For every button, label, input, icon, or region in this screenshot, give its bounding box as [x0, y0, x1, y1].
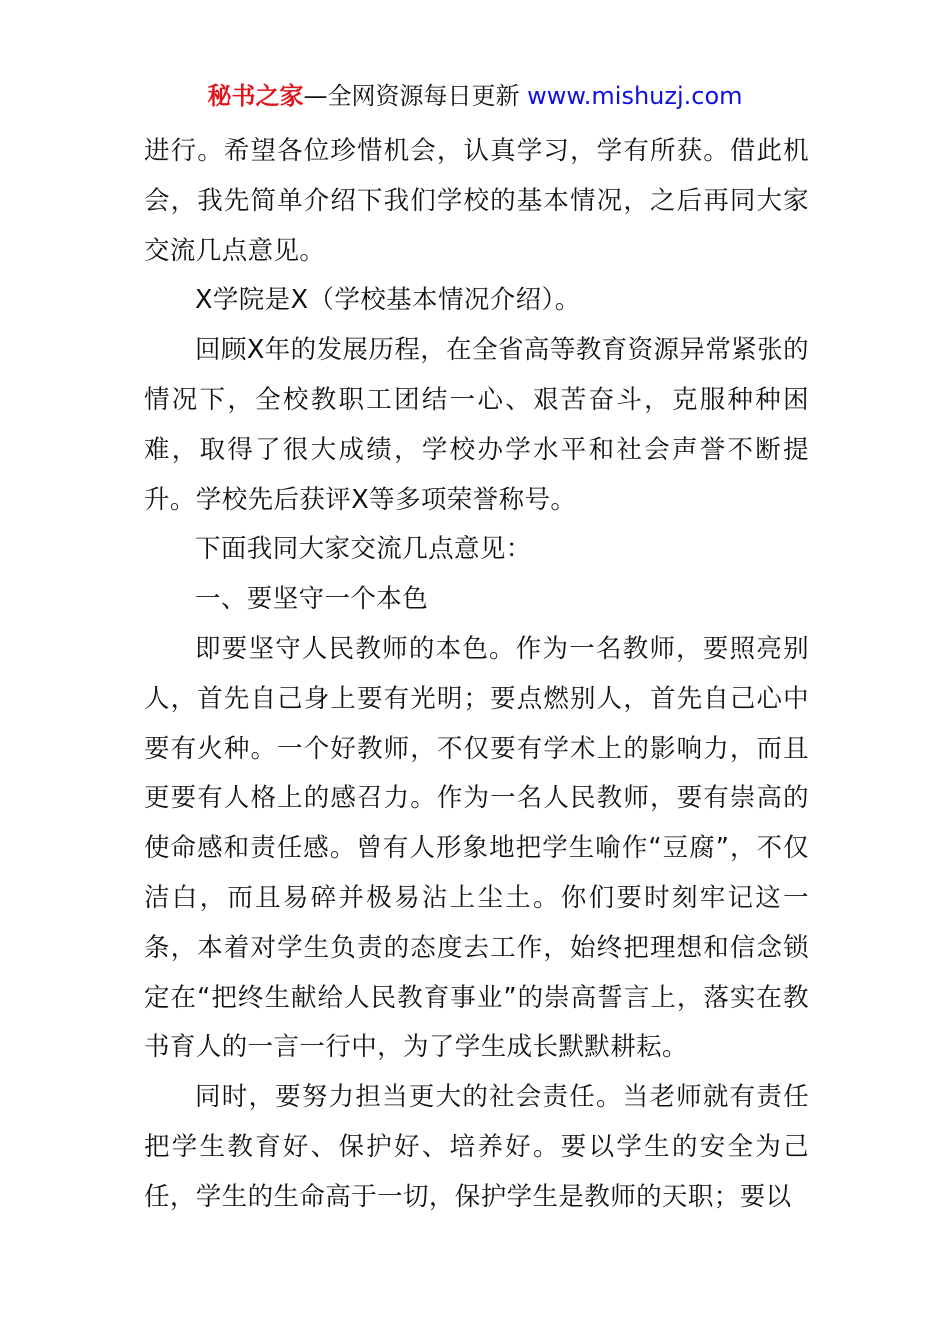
paragraph: 即要坚守人民教师的本色。作为一名教师，要照亮别人，首先自己身上要有光明；要点燃别人，首先自己心中要有火种。一个好教师，不仅要有学术上的影响力，而且更要有人格上的感召力。作为一名人民教师，要有崇高的使命感和责任感。曾有人形象地把学生喻作“豆腐”，不仅洁白，而且易碎并极易沾上尘土。你们要时刻牢记这一条，本着对学生负责的态度去工作，始终把理想和信念锁定在“把终生献给人民教育事业”的崇高誓言上，落实在教书育人的一言一行中，为了学生成长默默耕耘。	[144, 633, 809, 1063]
paragraph: 进行。希望各位珍惜机会，认真学习，学有所获。借此机会，我先简单介绍下我们学校的基本情况，之后再同大家交流几点意见。	[144, 136, 809, 266]
paragraph: 回顾X年的发展历程，在全省高等教育资源异常紧张的情况下，全校教职工团结一心、艰苦奋斗，克服种种困难，取得了很大成绩，学校办学水平和社会声誉不断提升。学校先后获评X等多项荣誉称号。	[144, 335, 809, 515]
site-url-link[interactable]: www.mishuzj.com	[527, 82, 743, 110]
paragraph: 下面我同大家交流几点意见：	[195, 534, 532, 565]
section-heading: 一、要坚守一个本色	[195, 584, 429, 615]
site-header	[0, 78, 950, 114]
document-body	[144, 127, 809, 1223]
paragraph: 同时，要努力担当更大的社会责任。当老师就有责任把学生教育好、保护好、培养好。要以学生的安全为己任，学生的生命高于一切，保护学生是教师的天职；要以	[144, 1082, 809, 1212]
paragraph: X学院是X（学校基本情况介绍）。	[195, 285, 581, 316]
brand-name: 秘书之家	[207, 82, 304, 110]
header-tagline: —全网资源每日更新	[303, 82, 528, 110]
